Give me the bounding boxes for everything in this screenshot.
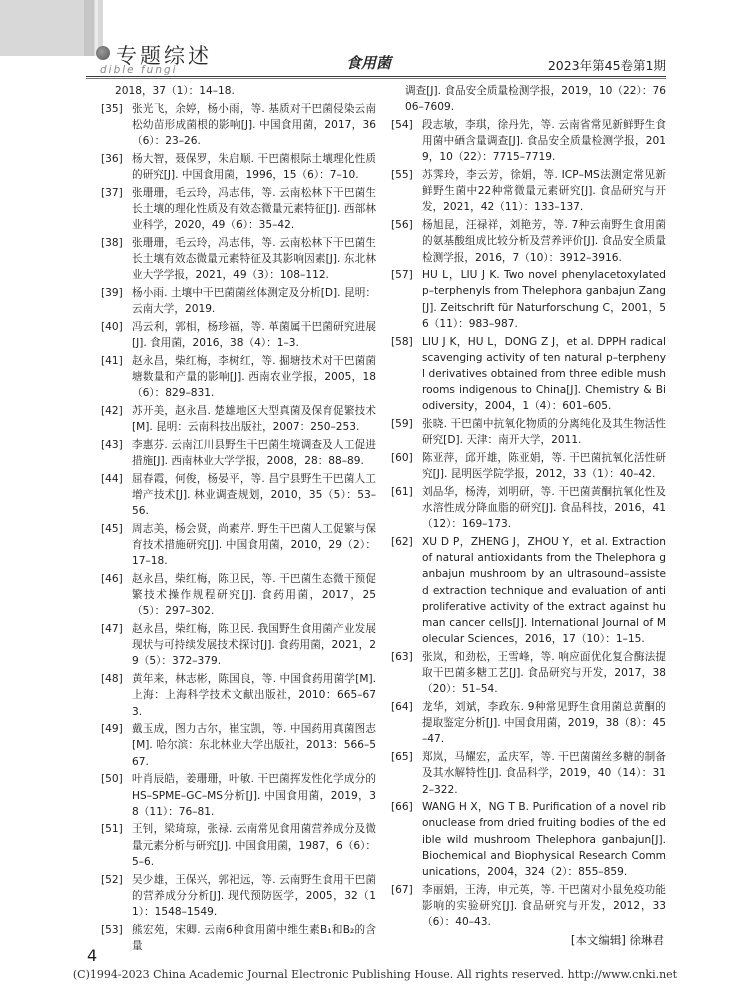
section-logo-icon <box>96 46 110 60</box>
reference-item <box>101 285 376 317</box>
reference-text: 戴玉成，图力古尔，崔宝凯，等. 中国药用真菌图志[M]. 哈尔滨：东北林业大学出版社，2013：566–567. <box>132 723 376 768</box>
reference-item <box>101 621 376 670</box>
header-rule-thin <box>86 78 666 79</box>
reference-item <box>391 699 666 748</box>
copyright-footer: (C)1994-2023 China Academic Journal Electronic Publishing House. All rights reserved. http://www.cnki.net <box>72 968 678 981</box>
reference-item <box>391 83 666 115</box>
reference-text: 苏开美，赵永昌. 楚雄地区大型真菌及保育促繁技术[M]. 昆明：云南科技出版社，2007：250–253. <box>132 404 376 434</box>
reference-text: 张晓. 干巴菌中抗氧化物质的分离纯化及其生物活性研究[D]. 天津：南开大学，2011. <box>422 418 666 447</box>
reference-number: [39] <box>101 286 123 299</box>
reference-number: [56] <box>391 219 413 232</box>
reference-number: [55] <box>391 169 413 182</box>
reference-item <box>101 353 376 402</box>
reference-item <box>101 151 376 183</box>
reference-item <box>391 117 666 166</box>
reference-text: 杨旭昆，汪禄祥，刘艳芳，等. 7种云南野生食用菌的氨基酸组成比较分析及营养评价[J]. 食品安全质量检测学报，2016，7（10）：3912–3916. <box>422 219 666 264</box>
reference-item <box>391 799 666 880</box>
reference-number: [48] <box>101 673 123 686</box>
editor-note: [本文编辑] 徐琳君 <box>570 932 664 947</box>
reference-text: 杨大智，聂保罗，朱启顺. 干巴菌根际土壤理化性质的研究[J]. 中国食用菌，1996，15（6）：7–10. <box>132 152 376 182</box>
reference-column-left <box>101 83 376 956</box>
reference-item <box>391 167 666 216</box>
reference-text: 叶肖辰皓，姜珊珊，叶敏. 干巴菌挥发性化学成分的HS–SPME–GC–MS分析[J]. 中国食用菌，2019，38（11）：76–81. <box>132 773 376 818</box>
reference-number: [43] <box>101 438 123 451</box>
reference-number: [61] <box>391 485 413 498</box>
reference-column-right <box>391 83 666 948</box>
reference-number: [58] <box>391 335 413 348</box>
reference-text: 张光飞，余婷，杨小雨，等. 基质对干巴菌侵染云南松幼苗形成菌根的影响[J]. 中国食用菌，2017，36（6）：23–26. <box>132 102 376 148</box>
reference-item <box>101 571 376 620</box>
reference-number: [66] <box>391 801 413 814</box>
reference-number: [62] <box>391 535 413 548</box>
reference-number: [35] <box>101 102 123 115</box>
reference-number: [36] <box>101 152 123 165</box>
reference-text: 张岚，和劲松，王雪峰，等. 响应面优化复合酶法提取干巴菌多糖工艺[J]. 食品研究与开发，2017，38（20）：51–54. <box>422 650 666 696</box>
reference-item <box>101 101 376 150</box>
reference-text: 黄年来，林志彬，陈国良，等. 中国食药用菌学[M]. 上海：上海科学技术文献出版社，2010：665–673. <box>132 673 376 718</box>
reference-number: [37] <box>101 186 123 199</box>
reference-text: WANG H X，NG T B. Purification of a novel ribonuclease from dried fruiting bodies of the edible wild mushroom Thelephora ganbajun[J]. Biochemical and Biophysical Research Communications，2004，324（2）：855–859. <box>422 801 666 879</box>
reference-item <box>101 437 376 469</box>
reference-item <box>391 267 666 332</box>
reference-number: [46] <box>101 572 123 585</box>
reference-item <box>391 749 666 798</box>
reference-number: [65] <box>391 751 413 764</box>
reference-text: 赵永昌，柴红梅，陈卫民. 我国野生食用菌产业发展现状与可持续发展技术探讨[J]. 食药用菌，2021，29（5）：372–379. <box>132 623 376 668</box>
reference-item <box>101 235 376 284</box>
reference-number: [42] <box>101 404 123 417</box>
reference-number: [67] <box>391 883 413 896</box>
reference-number: [60] <box>391 451 413 464</box>
reference-number: [53] <box>101 923 123 936</box>
reference-item <box>391 450 666 482</box>
reference-item <box>391 334 666 415</box>
reference-text: 张珊珊，毛云玲，冯志伟，等. 云南松林下干巴菌生长土壤有效态微量元素特征及其影响因素[J]. 东北林业大学学报，2021，49（3）：108–112. <box>132 236 376 282</box>
reference-text: 屈春霞，何俊，杨晏平，等. 昌宁县野生干巴菌人工增产技术[J]. 林业调查规划，2010，35（5）：53–56. <box>132 472 376 518</box>
reference-number: [40] <box>101 320 123 333</box>
reference-text: 周志美，杨会贤，尚素芹. 野生干巴菌人工促繁与保育技术措施研究[J]. 中国食用菌，2010，29（2）：17–18. <box>132 522 376 568</box>
reference-text: 段志敏，李琪，徐丹先，等. 云南省常见新鲜野生食用菌中硒含量调查[J]. 食品安全质量检测学报，2019，10（22）：7715–7719. <box>422 118 666 164</box>
reference-number: [64] <box>391 701 413 714</box>
reference-item <box>101 922 376 954</box>
reference-number: [52] <box>101 873 123 886</box>
reference-text: 刘品华，杨涛，刘明研，等. 干巴菌黄酮抗氧化性及水溶性成分降血脂的研究[J]. 食品科技，2016，41（12）：169–173. <box>422 485 666 531</box>
reference-text: 2018，37（1）：14–18. <box>115 85 235 97</box>
reference-number: [57] <box>391 269 413 282</box>
reference-item <box>101 721 376 770</box>
reference-text: 陈亚萍，邱开雄，陈亚娟，等. 干巴菌抗氧化活性研究[J]. 昆明医学院学报，2012，33（1）：40–42. <box>422 451 666 481</box>
reference-text: 赵永昌，柴红梅，李树红，等. 掘塘技术对干巴菌菌塘数量和产量的影响[J]. 西南农业学报，2005，18（6）：829–831. <box>132 354 376 400</box>
reference-item <box>101 471 376 520</box>
reference-text: 郑岚，马耀宏，孟庆军，等. 干巴菌菌丝多糖的制备及其水解特性[J]. 食品科学，2019，40（14）：312–322. <box>422 751 666 796</box>
reference-item <box>391 416 666 448</box>
reference-text: 杨小雨. 土壤中干巴菌菌丝体测定及分析[D]. 昆明：云南大学，2019. <box>132 286 376 316</box>
reference-number: [47] <box>101 623 123 635</box>
reference-item <box>391 649 666 698</box>
reference-number: [44] <box>101 472 123 485</box>
reference-item <box>391 484 666 533</box>
reference-number: [63] <box>391 650 413 663</box>
reference-item <box>101 319 376 351</box>
reference-item <box>391 882 666 931</box>
journal-logo: 食用菌 <box>346 54 392 72</box>
page-number: 4 <box>87 946 98 965</box>
reference-item <box>101 83 376 99</box>
reference-number: [49] <box>101 723 123 736</box>
reference-number: [59] <box>391 418 413 431</box>
reference-text: 张珊珊，毛云玲，冯志伟，等. 云南松林下干巴菌生长土壤的理化性质及有效态微量元素特征[J]. 西部林业科学，2020，49（6）：35–42. <box>132 186 376 232</box>
header-rule <box>86 76 666 77</box>
reference-number: [38] <box>101 236 123 249</box>
issue-info: 2023年第45卷第1期 <box>547 58 666 73</box>
reference-item <box>101 821 376 870</box>
reference-item <box>101 872 376 921</box>
reference-text: 调查[J]. 食品安全质量检测学报，2019，10（22）：7606–7609. <box>405 85 666 114</box>
reference-text: 王钊，梁琦琼，张禄. 云南常见食用菌营养成分及微量元素分析与研究[J]. 中国食用菌，1987，6（6）：5–6. <box>132 823 376 868</box>
reference-text: 李丽娟，王涛，申元英，等. 干巴菌对小鼠免疫功能影响的实验研究[J]. 食品研究与开发，2012，33（6）：40–43. <box>422 883 666 929</box>
reference-text: 吴少雄，王保兴，郭祀远，等. 云南野生食用干巴菌的营养成分分析[J]. 现代预防医学，2005，32（11）：1548–1549. <box>132 873 376 918</box>
reference-text: 李惠芬. 云南江川县野生干巴菌生境调查及人工促进措施[J]. 西南林业大学学报，2008，28：88–89. <box>132 438 376 467</box>
reference-text: 熊宏苑，宋卿. 云南6种食用菌中维生素B₁和B₂的含量 <box>132 923 376 952</box>
reference-text: LIU J K，HU L，DONG Z J，et al. DPPH radical scavenging activity of ten natural p–terphenyl derivatives obtained from three edible mushrooms indigenous to China[J]. Chemistry & Biodiversity，2004，1（4）：601–605. <box>422 335 666 413</box>
reference-text: HU L，LIU J K. Two novel phenylacetoxylated p–terphenyls from Thelephora ganbajun Zang[J]. Zeitschrift für Naturforschung C，2001，56（11）：983–987. <box>422 269 666 330</box>
reference-number: [51] <box>101 823 123 836</box>
reference-text: 苏霁玲，李云芳，徐娟，等. ICP–MS法测定常见新鲜野生菌中22种常微量元素研究[J]. 食品研究与开发，2021，42（11）：133–137. <box>422 169 666 214</box>
reference-item <box>101 771 376 820</box>
reference-number: [45] <box>101 522 123 535</box>
reference-number: [54] <box>391 118 413 131</box>
reference-item <box>101 185 376 234</box>
reference-item <box>391 534 666 647</box>
reference-text: 冯云利，郭相，杨珍福，等. 革菌属干巴菌研究进展[J]. 食用菌，2016，38（4）：1–3. <box>132 320 376 350</box>
reference-item <box>101 521 376 570</box>
reference-item <box>101 671 376 720</box>
reference-text: XU D P，ZHENG J，ZHOU Y，et al. Extraction of natural antioxidants from the Thelephora ganbajun mushroom by an ultrasound–assisted extraction technique and evaluation of antiproliferative activity of the extract against human cancer cells[J]. International Journal of Molecular Sciences，2016，17（10）：1–15. <box>422 535 666 646</box>
reference-item <box>101 403 376 435</box>
reference-item <box>391 217 666 266</box>
reference-number: [50] <box>101 773 123 786</box>
header-gray-band-stripe <box>84 0 94 56</box>
section-subtitle: dible fungi <box>100 64 178 76</box>
reference-number: [41] <box>101 354 123 367</box>
section-title: 专题综述 <box>116 44 212 68</box>
reference-text: 赵永昌，柴红梅，陈卫民，等. 干巴菌生态微干预促繁技术操作规程研究[J]. 食药用菌，2017，25（5）：297–302. <box>132 572 376 618</box>
reference-text: 龙华，刘斌，李政东. 9种常见野生食用菌总黄酮的提取鉴定分析[J]. 中国食用菌，2019，38（8）：45–47. <box>422 701 666 746</box>
